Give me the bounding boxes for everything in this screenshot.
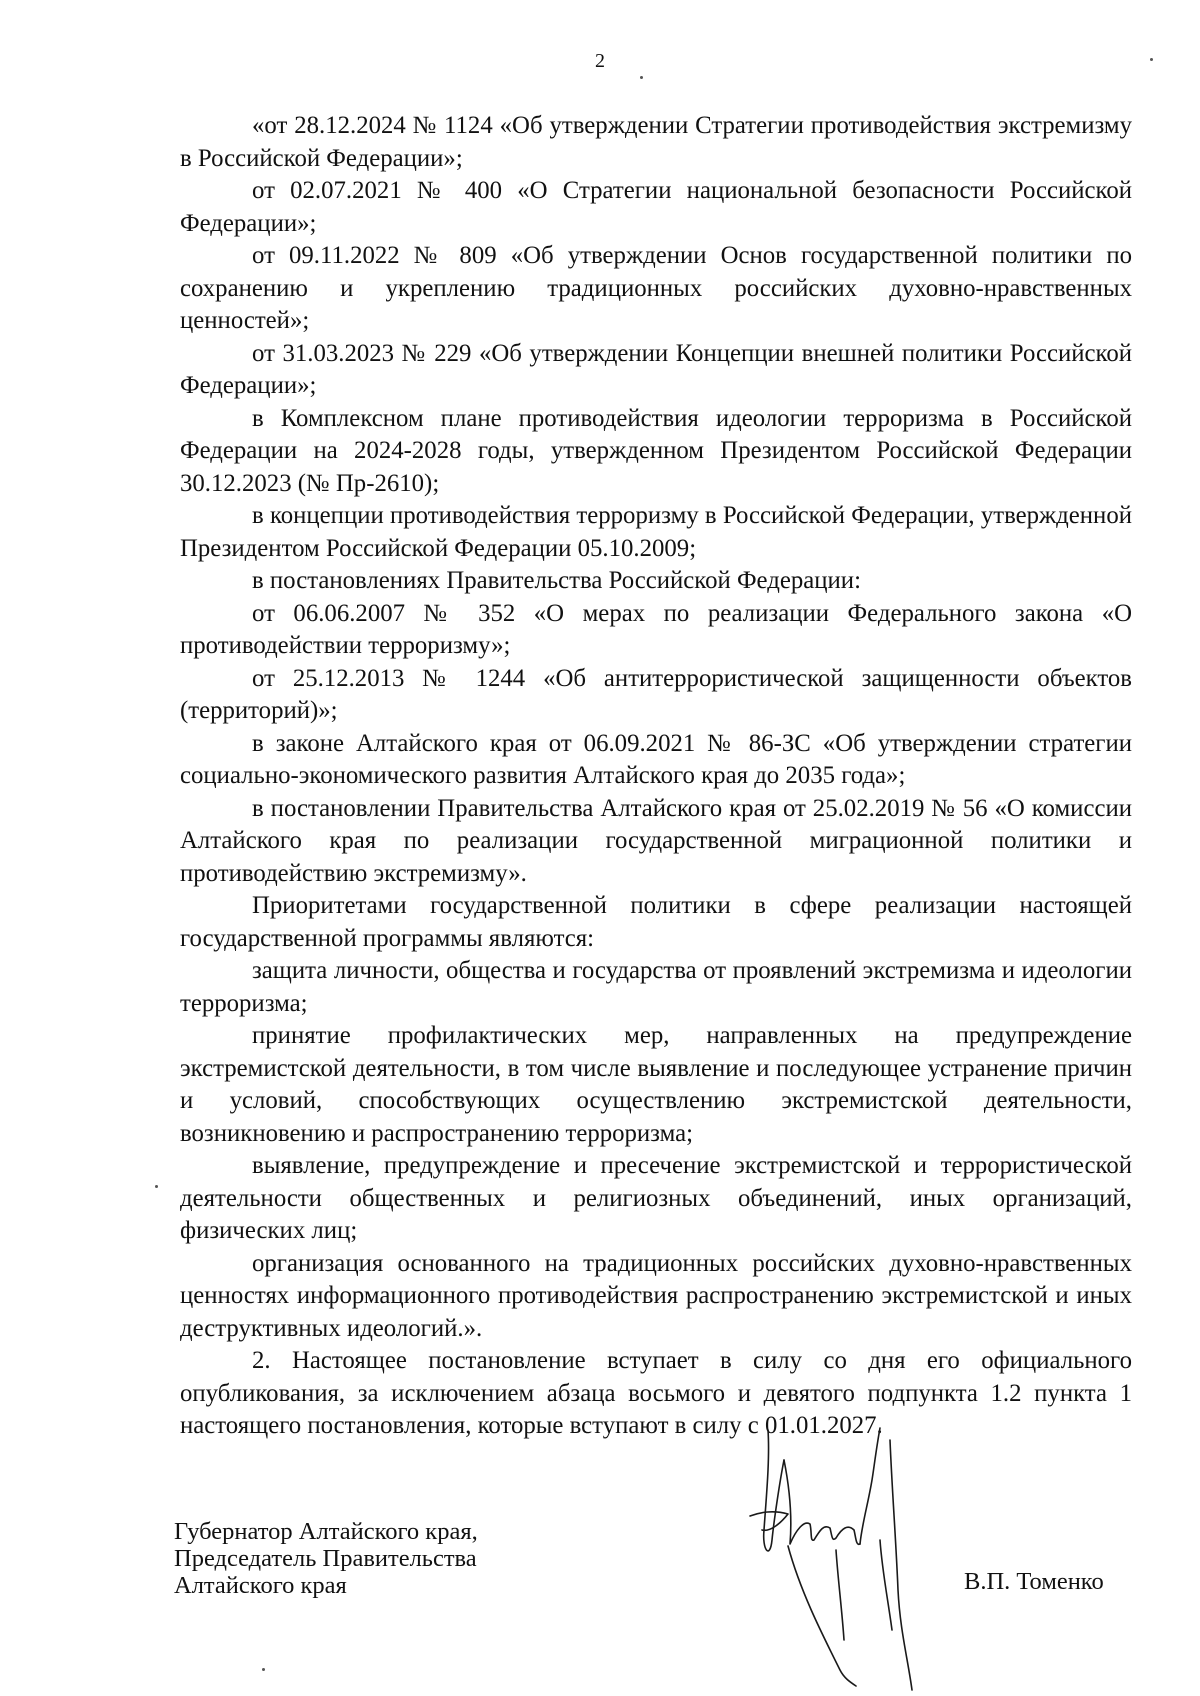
scan-speck (640, 76, 643, 79)
scan-speck (1150, 58, 1153, 61)
paragraph-effective-date: 2. Настоящее постановление вступает в силу со дня его официального опубликования, за исключением абзаца восьмого и девятого подпункта 1.2 пункта 1 настоящего постановления, которые вступают в силу с 01.01.2027. (180, 1347, 1132, 1439)
paragraph: в постановлении Правительства Алтайского края от 25.02.2019 № 56 «О комиссии Алтайского края по реализации государственной миграционной политики и противодействию экстремизму». (180, 794, 1132, 887)
signer-title (174, 1518, 478, 1599)
paragraph: от 25.12.2013 № 1244 «Об антитеррористической защищенности объектов (территорий)»; (180, 664, 1132, 724)
signer-title-line: Председатель Правительства (174, 1545, 477, 1572)
paragraph: защита личности, общества и государства от проявлений экстремизма и идеологии терроризма; (180, 957, 1132, 1017)
paragraph: от 02.07.2021 № 400 «О Стратегии национальной безопасности Российской Федерации»; (180, 177, 1132, 237)
handwritten-signature (740, 1420, 940, 1696)
paragraph: в концепции противодействия терроризму в Российской Федерации, утвержденной Президентом Российской Федерации 05.10.2009; (180, 502, 1132, 562)
paragraph: в законе Алтайского края от 06.09.2021 № 86-ЗС «Об утверждении стратегии социально-экономического развития Алтайского края до 2035 года»; (180, 729, 1132, 789)
paragraph: принятие профилактических мер, направленных на предупреждение экстремистской деятельности, в том числе выявление и последующее устранение причин и условий, способствующих осуществлению экстремистской деятельности, возникновению и распространению терроризма; (180, 1022, 1132, 1147)
scan-speck (155, 1185, 158, 1188)
document-body (180, 110, 1132, 1443)
scan-speck (262, 1668, 265, 1671)
paragraph: организация основанного на традиционных российских духовно-нравственных ценностях информационного противодействия распространению экстремистской и иных деструктивных идеологий.». (180, 1249, 1132, 1342)
paragraph: выявление, предупреждение и пресечение экстремистской и террористической деятельности общественных и религиозных объединений, иных организаций, физических лиц; (180, 1152, 1132, 1244)
paragraph: от 09.11.2022 № 809 «Об утверждении Основ государственной политики по сохранению и укреплению традиционных российских духовно-нравственных ценностей»; (180, 242, 1132, 334)
signer-title-line: Губернатор Алтайского края, (174, 1518, 478, 1545)
paragraph: «от 28.12.2024 № 1124 «Об утверждении Стратегии противодействия экстремизму в Российской Федерации»; (180, 112, 1132, 172)
paragraph: в постановлениях Правительства Российской Федерации: (252, 567, 861, 594)
paragraph: в Комплексном плане противодействия идеологии терроризма в Российской Федерации на 2024-2028 годы, утвержденном Президентом Российской Федерации 30.12.2023 (№ Пр-2610); (180, 404, 1132, 497)
signer-name: В.П. Томенко (964, 1568, 1104, 1595)
signer-title-line: Алтайского края (174, 1572, 347, 1599)
page-number: 2 (595, 50, 605, 72)
paragraph: от 06.06.2007 № 352 «О мерах по реализации Федерального закона «О противодействии терроризму»; (180, 599, 1132, 659)
paragraph: от 31.03.2023 № 229 «Об утверждении Концепции внешней политики Российской Федерации»; (180, 339, 1132, 399)
paragraph: Приоритетами государственной политики в сфере реализации настоящей государственной программы являются: (180, 892, 1132, 952)
